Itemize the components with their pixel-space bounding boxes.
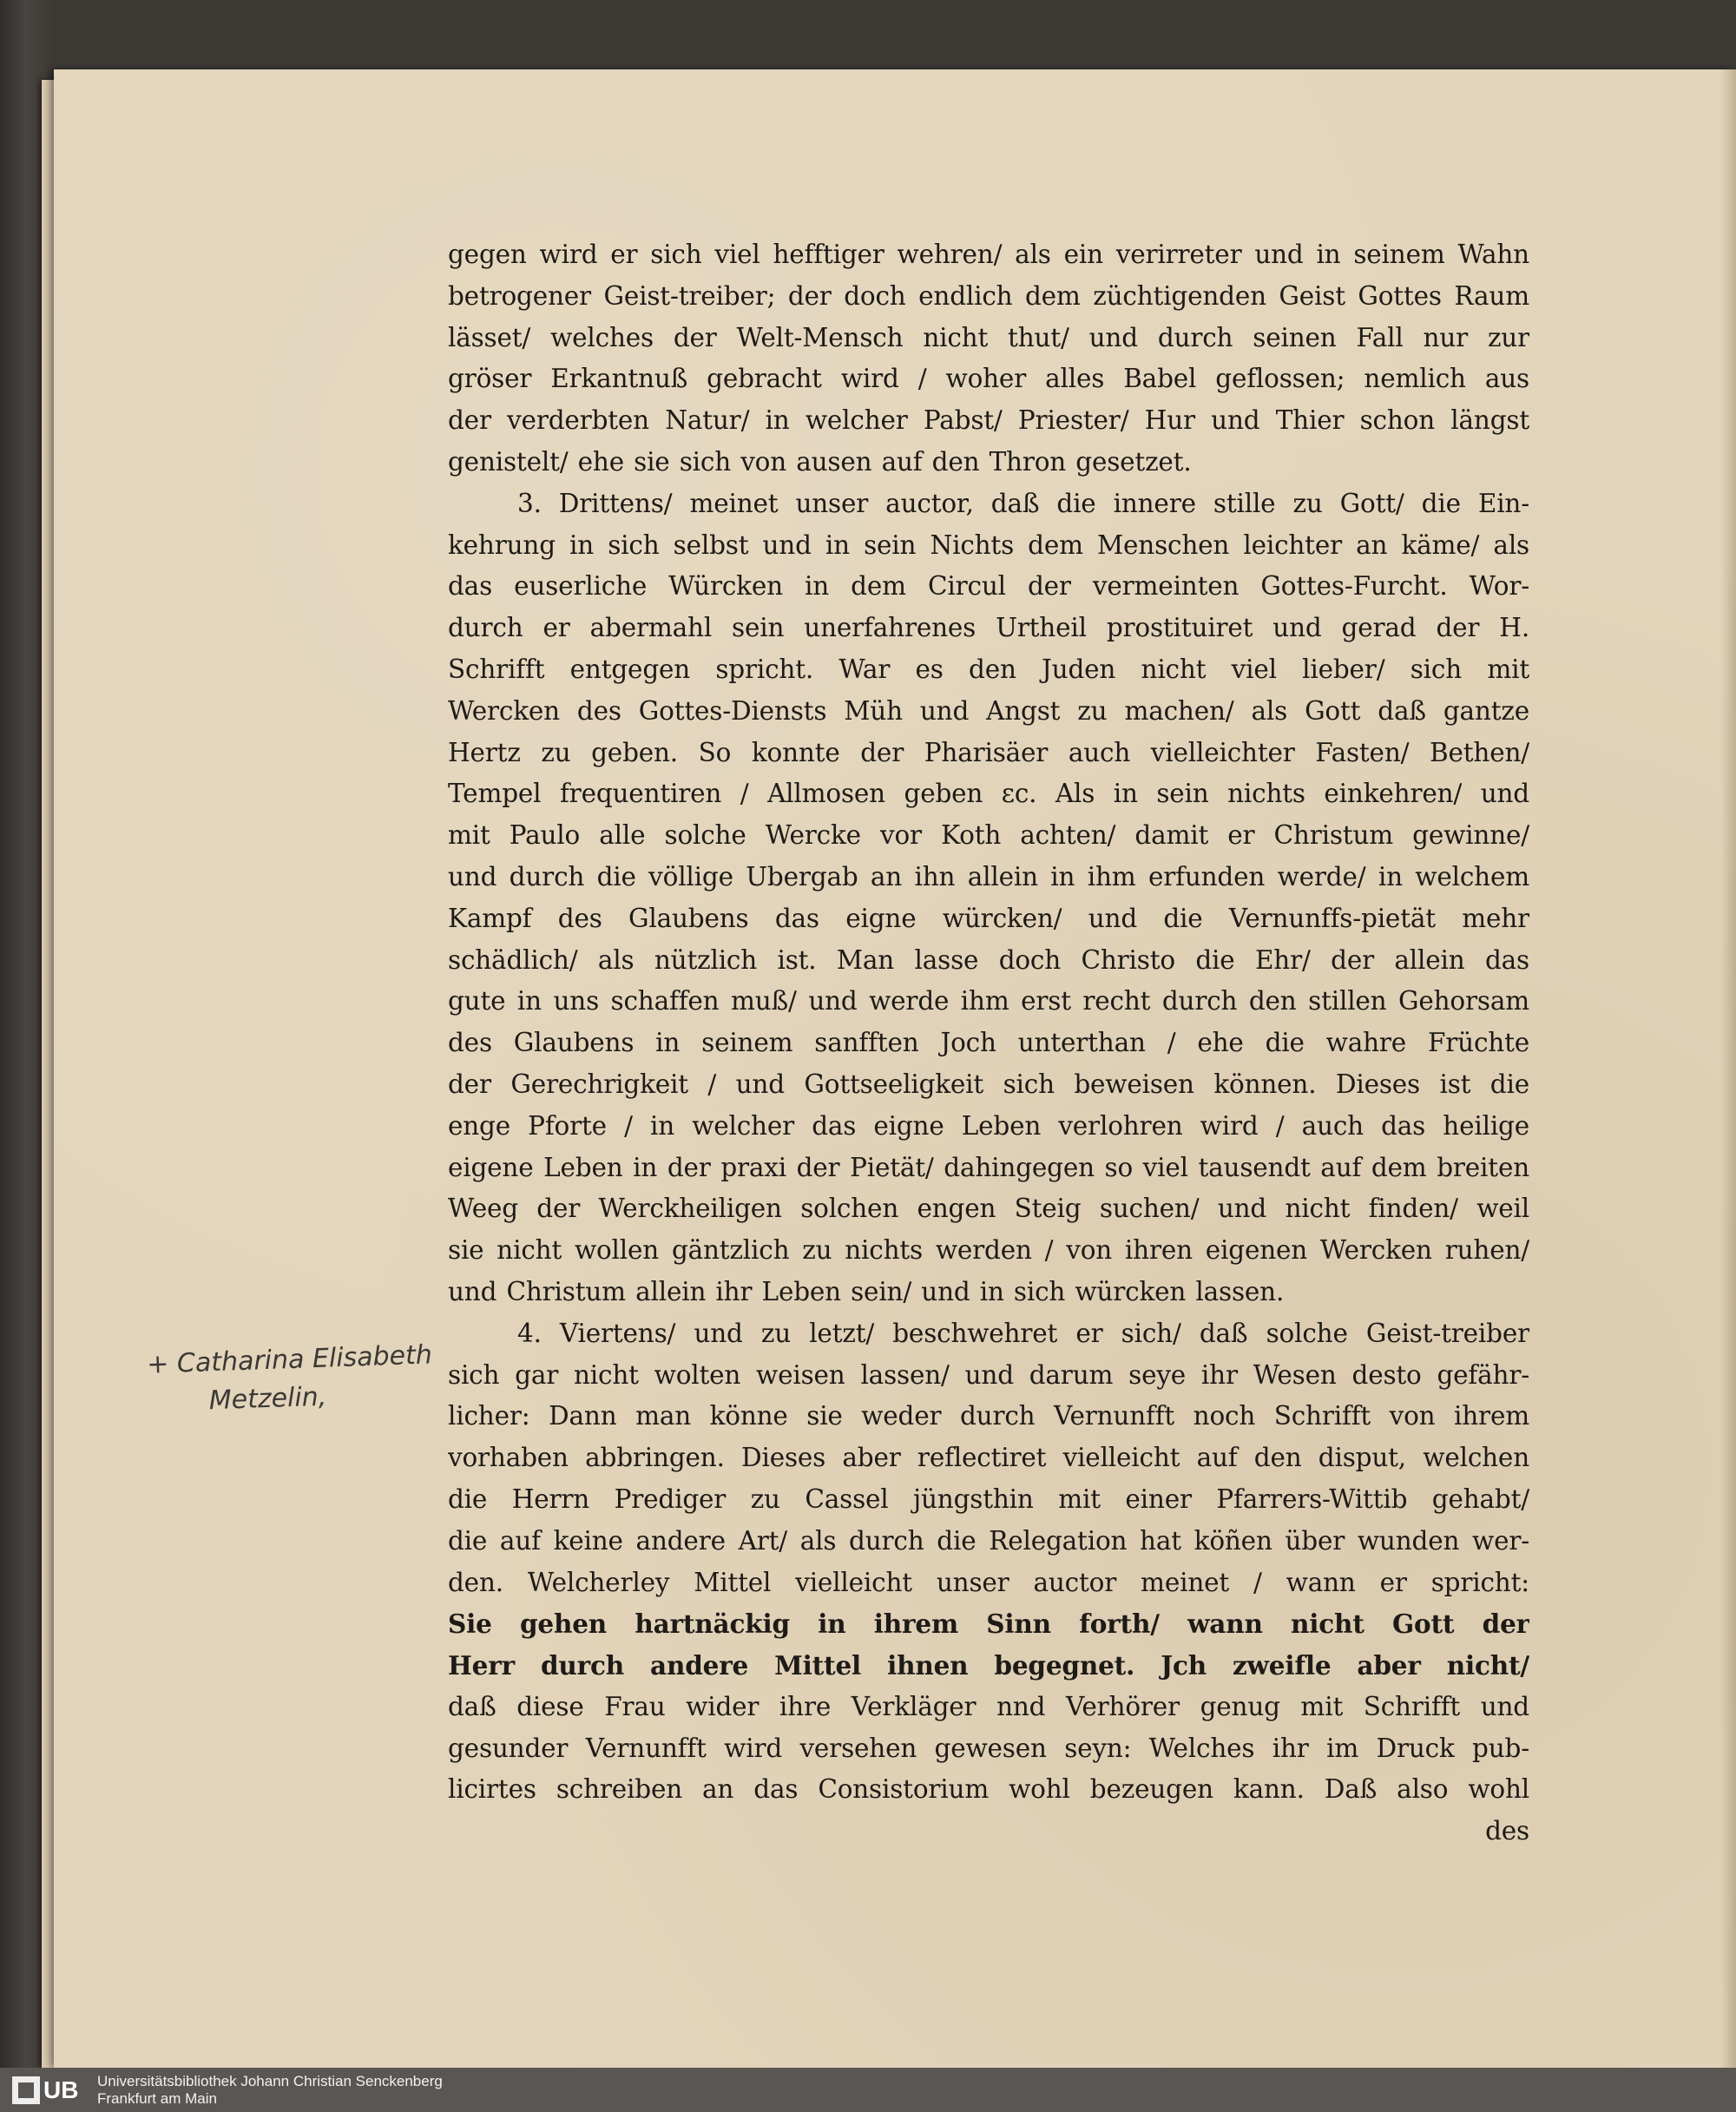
text-line: Schrifft entgegen spricht. War es den Juden nicht viel lieber/ sich mit: [448, 654, 1529, 684]
text-line: Weeg der Werckheiligen solchen engen Steig suchen/ und nicht finden/ weil: [448, 1194, 1529, 1224]
emphasized-quote-line: Sie gehen hartnäckig in ihrem Sinn forth/ wann nicht Gott der: [448, 1609, 1529, 1640]
text-line: durch er abermahl sein unerfahrenes Urtheil prostituiret und gerad der H.: [448, 613, 1529, 643]
text-line: gegen wird er sich viel hefftiger wehren/ als ein verirreter und in seinem Wahn: [448, 240, 1529, 269]
text-line: und durch die völlige Ubergab an ihn allein in ihm erfunden werde/ in welchem: [448, 861, 1529, 892]
text-line: gute in uns schaffen muß/ und werde ihm erst recht durch den stillen Gehorsam: [448, 986, 1529, 1017]
text-line: der Gerechrigkeit / und Gottseeligkeit sich beweisen können. Dieses ist die: [448, 1069, 1529, 1099]
ub-logo: [12, 2074, 89, 2107]
text-line: sich gar nicht wolten weisen lassen/ und darum seye ihr Wesen desto gefähr-: [448, 1359, 1529, 1390]
handwritten-margin-note: [147, 1336, 436, 1422]
text-line: genistelt/ ehe sie sich von ausen auf den Thron gesetzet.: [448, 446, 1192, 477]
margin-note-line: Metzelin,: [208, 1381, 327, 1417]
ub-logo-icon: [12, 2076, 40, 2104]
text-line: betrogener Geist-treiber; der doch endlich dem züchtigenden Geist Gottes Raum: [448, 280, 1529, 311]
text-line: gesunder Vernunfft wird versehen gewesen seyn: Welches ihr im Druck pub-: [448, 1733, 1529, 1763]
text-line: Wercken des Gottes-Diensts Müh und Angst zu machen/ als Gott daß gantze: [448, 695, 1529, 726]
text-line: des Glaubens in seinem sanfften Joch unterthan / ehe die wahre Früchte: [448, 1028, 1529, 1058]
text-line: gröser Erkantnuß gebracht wird / woher alles Babel geflossen; nemlich aus: [448, 364, 1529, 394]
library-footer-bar: [0, 2068, 1736, 2112]
emphasized-quote-line: [448, 1645, 1529, 1687]
text-line: kehrung in sich selbst und in sein Nichts dem Menschen leichter an käme/ als: [448, 530, 1529, 560]
text-line: lässet/ welches der Welt-Mensch nicht thut/ und durch seinen Fall nur zur: [448, 322, 1529, 352]
text-line: Kampf des Glaubens das eigne würcken/ und die Vernunffs-pietät mehr: [448, 903, 1529, 933]
text-line: der verderbten Natur/ in welcher Pabst/ Priester/ Hur und Thier schon längst: [448, 405, 1529, 436]
text-line: mit Paulo alle solche Wercke vor Koth achten/ damit er Christum gewinne/: [448, 820, 1529, 851]
text-line: eigene Leben in der praxi der Pietät/ dahingegen so viel tausendt auf dem breiten: [448, 1152, 1529, 1182]
text-line: schädlich/ als nützlich ist. Man lasse doch Christo die Ehr/ der allein das: [448, 944, 1529, 975]
page-gutter-shadow: [1720, 69, 1736, 2068]
library-name-line: Universitätsbibliothek Johann Christian Senckenberg: [97, 2072, 443, 2089]
text-line: den. Welcherley Mittel vielleicht unser auctor meinet / wann er spricht:: [448, 1567, 1529, 1597]
paragraph-4-start: 4. Viertens/ und zu letzt/ beschwehret er sich/ daß solche Geist-treiber: [517, 1318, 1529, 1348]
catchword: des: [1485, 1816, 1529, 1846]
text-line: enge Pforte / in welcher das eigne Leben verlohren wird / auch das heilige: [448, 1110, 1529, 1141]
ub-logo-text: UB: [43, 2076, 79, 2103]
text-line: und Christum allein ihr Leben sein/ und in sich würcken lassen.: [448, 1276, 1285, 1306]
quote-text: Herr durch andere Mittel ihnen begegnet. Jch zweifle aber nicht/: [448, 1650, 1529, 1681]
paragraph-3-start: 3. Drittens/ meinet unser auctor, daß die innere stille zu Gott/ die Ein-: [517, 488, 1529, 518]
text-line: Hertz zu geben. So konnte der Pharisäer auch vielleichter Fasten/ Bethen/: [448, 737, 1529, 767]
text-line: licher: Dann man könne sie weder durch Vernunfft noch Schrifft von ihrem: [448, 1401, 1529, 1431]
text-line: die auf keine andere Art/ als durch die Relegation hat köñen über wunden wer-: [448, 1525, 1529, 1556]
text-line: die Herrn Prediger zu Cassel jüngsthin mit einer Pfarrers-Wittib gehabt/: [448, 1484, 1529, 1514]
text-line: Tempel frequentiren / Allmosen geben ɛc. Als in sein nichts einkehren/ und: [448, 779, 1529, 809]
text-line: vorhaben abbringen. Dieses aber reflectiret vielleicht auf den disput, welchen: [448, 1443, 1529, 1473]
text-line: licirtes schreiben an das Consistorium wohl bezeugen kann. Daß also wohl: [448, 1774, 1529, 1805]
text-line: daß diese Frau wider ihre Verkläger nnd Verhörer genug mit Schrifft und: [448, 1691, 1529, 1721]
library-city-line: Frankfurt am Main: [97, 2089, 217, 2107]
body-text: [448, 234, 1529, 1852]
text-line: sie nicht wollen gäntzlich zu nichts werden / von ihren eigenen Wercken ruhen/: [448, 1235, 1529, 1266]
margin-note-line: + Catharina Elisabeth: [146, 1339, 433, 1380]
text-line: das euserliche Würcken in dem Circul der vermeinten Gottes-Furcht. Wor-: [448, 571, 1529, 602]
library-name: [97, 2073, 443, 2108]
